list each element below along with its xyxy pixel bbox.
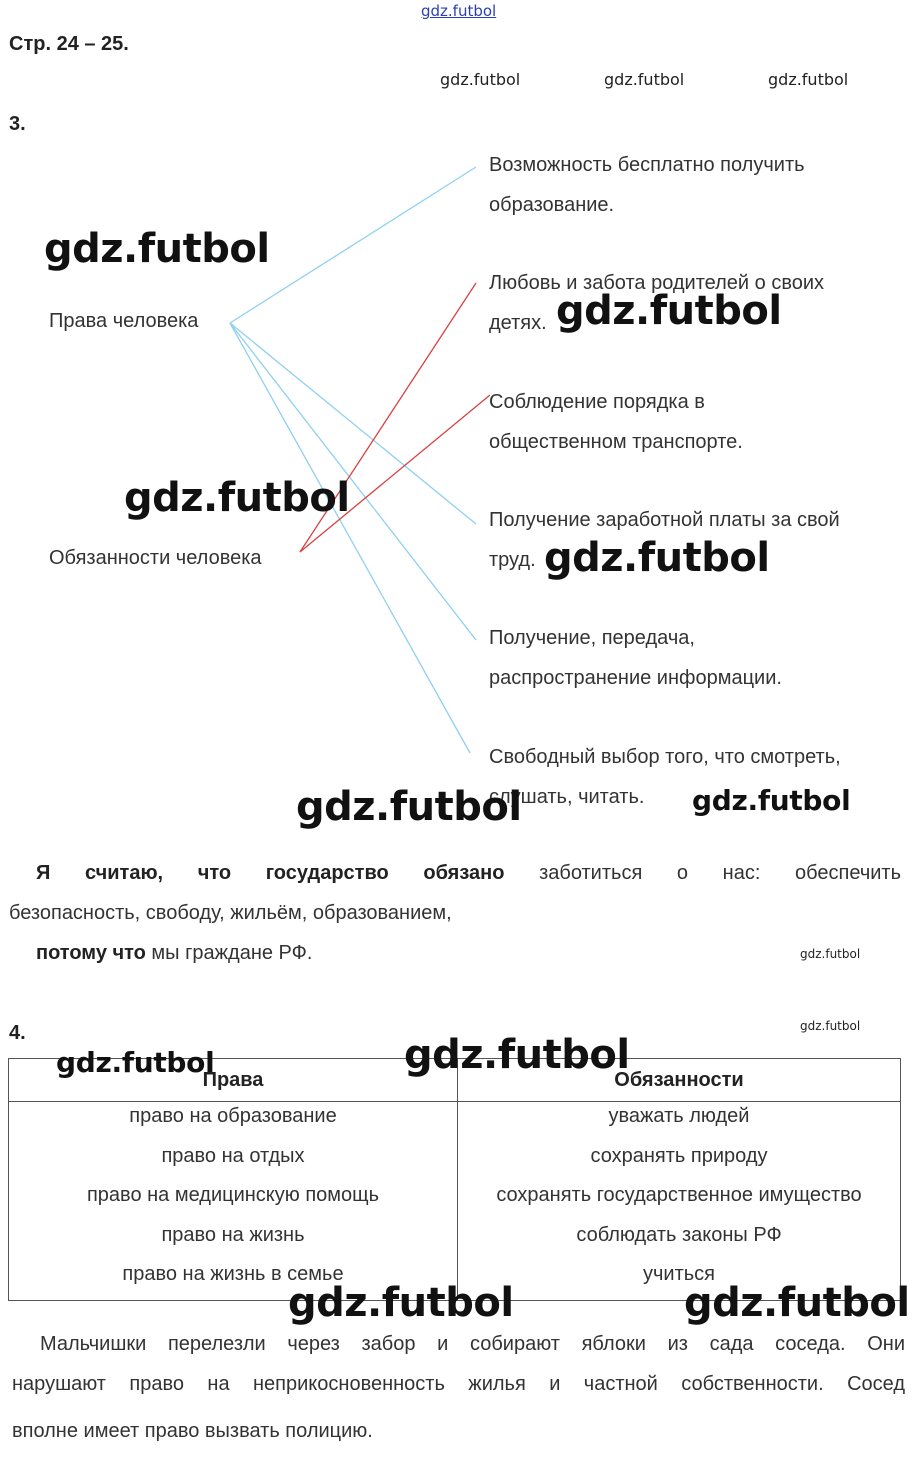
left-item-duties: Обязанности человека	[49, 547, 262, 569]
watermark: gdz.futbol	[692, 784, 851, 817]
watermark: gdz.futbol	[800, 1019, 861, 1033]
watermark: gdz.futbol	[296, 784, 522, 830]
table-cell: соблюдать законы РФ	[576, 1223, 782, 1246]
answer-line-1: Я считаю, что государство обязано заботиться о нас: обеспечить	[36, 862, 901, 884]
table-cell: уважать людей	[608, 1105, 750, 1127]
conclusion-line-2: нарушают право на неприкосновенность жилья и частной собственности. Сосед	[12, 1373, 905, 1395]
right-item: Свободный выбор того, что смотреть, слушать, читать.	[489, 746, 841, 808]
table-cell: сохранять государственное имущество	[496, 1184, 862, 1206]
conclusion-line-1: Мальчишки перелезли через забор и собирают яблоки из сада соседа. Они	[40, 1333, 905, 1355]
link-line-3	[230, 323, 470, 753]
task-3-number: 3.	[9, 113, 26, 135]
table-cell: право на образование	[129, 1105, 337, 1127]
watermark: gdz.futbol	[440, 70, 521, 89]
watermark: gdz.futbol	[288, 1280, 514, 1326]
right-item: Получение заработной платы за свой труд.	[489, 509, 840, 571]
watermark: gdz.futbol	[544, 535, 770, 581]
watermark: gdz.futbol	[556, 288, 782, 334]
answer-line-2: безопасность, свободу, жильём, образованием,	[9, 902, 452, 924]
header-rights: Права	[9, 1059, 458, 1102]
watermark: gdz.futbol	[44, 226, 270, 272]
watermark: gdz.futbol	[604, 70, 685, 89]
rights-column	[9, 1102, 458, 1301]
right-item: Любовь и забота родителей о своих детях.	[489, 272, 825, 334]
task-4-number: 4.	[9, 1022, 26, 1044]
link-line-5	[300, 395, 490, 552]
table-cell: право на жизнь в семье	[122, 1263, 344, 1285]
table-cell: право на жизнь	[161, 1223, 305, 1246]
table-cell: сохранять природу	[590, 1144, 768, 1167]
rights-duties-table	[8, 1058, 901, 1301]
watermark: gdz.futbol	[684, 1280, 910, 1326]
page-reference: Стр. 24 – 25.	[9, 33, 129, 55]
watermark: gdz.futbol	[404, 1032, 630, 1078]
watermark: gdz.futbol	[768, 70, 849, 89]
right-item: Соблюдение порядка в общественном транспорте.	[489, 391, 743, 453]
table-cell: право на отдых	[161, 1144, 305, 1167]
answer-line-3: потому что мы граждане РФ.	[36, 942, 313, 964]
right-item: Возможность бесплатно получить образование.	[489, 154, 805, 216]
duties-column	[458, 1102, 901, 1301]
left-item-rights: Права человека	[49, 310, 199, 332]
right-item: Получение, передача, распространение информации.	[489, 627, 782, 689]
watermark: gdz.futbol	[124, 475, 350, 521]
table-cell: право на медицинскую помощь	[86, 1184, 380, 1206]
conclusion-line-3: вполне имеет право вызвать полицию.	[12, 1420, 373, 1442]
watermark: gdz.futbol	[800, 947, 861, 961]
watermark-link[interactable]: gdz.futbol	[421, 2, 497, 20]
watermark: gdz.futbol	[56, 1046, 215, 1079]
table-cell: учиться	[642, 1263, 715, 1285]
header-duties: Обязанности	[458, 1059, 901, 1102]
